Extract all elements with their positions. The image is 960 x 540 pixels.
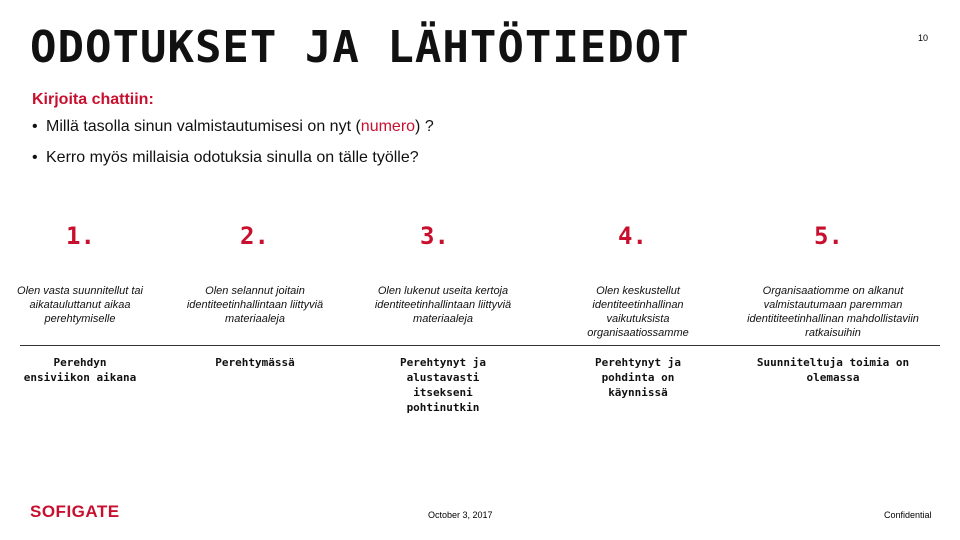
bullet-highlight: numero: [360, 118, 416, 135]
bullet-text: Kerro myös millaisia odotuksia sinulla on tälle työlle?: [46, 149, 419, 166]
level-number: 3.: [420, 222, 449, 250]
bullet-readiness-question: [32, 118, 434, 136]
level-status: Suunniteltuja toimia on olemassa: [756, 356, 910, 384]
bullet-text-pre: Millä tasolla sinun valmistautumisesi on nyt (: [46, 118, 361, 135]
bullet-dot: •: [32, 149, 38, 166]
level-number: 2.: [240, 222, 269, 250]
level-number: 5.: [814, 222, 843, 250]
level-description: Olen vasta suunnitellut tai aikatauluttanut aikaa perehtymiselle: [17, 285, 143, 325]
slide-title: ODOTUKSET JA LÄHTÖTIEDOT: [30, 22, 690, 73]
bullet-text-post: ) ?: [415, 118, 434, 135]
sofigate-logo: SOFIGATE: [30, 502, 120, 521]
bullet-expectations-question: [32, 149, 419, 167]
page-number: 10: [918, 33, 929, 43]
footer-confidential: Confidential: [884, 510, 932, 520]
scale-axis-line: [20, 345, 940, 346]
level-description: Olen keskustellut identiteetinhallinan vaikutuksista organisaatiossamme: [587, 285, 689, 339]
level-description: Olen lukenut useita kertoja identiteetinhallintaan liittyviä materiaaleja: [374, 285, 512, 325]
level-status: Perehdyn ensiviikon aikana: [23, 356, 137, 384]
footer-date: October 3, 2017: [428, 510, 493, 520]
level-number: 4.: [618, 222, 647, 250]
bullet-dot: •: [32, 118, 38, 135]
level-description: Organisaatiomme on alkanut valmistautumaan paremman identititeetinhallinan mahdollistaviin ratkaisuihin: [747, 285, 919, 339]
level-description: Olen selannut joitain identiteetinhallintaan liittyviä materiaaleja: [186, 285, 324, 325]
level-status: Perehtynyt ja pohdinta on käynnissä: [594, 356, 682, 399]
chat-prompt-heading: Kirjoita chattiin:: [32, 91, 154, 108]
level-number: 1.: [66, 222, 95, 250]
level-status: Perehtynyt ja alustavasti itsekseni pohtinutkin: [399, 356, 487, 414]
level-status: Perehtymässä: [215, 356, 295, 369]
